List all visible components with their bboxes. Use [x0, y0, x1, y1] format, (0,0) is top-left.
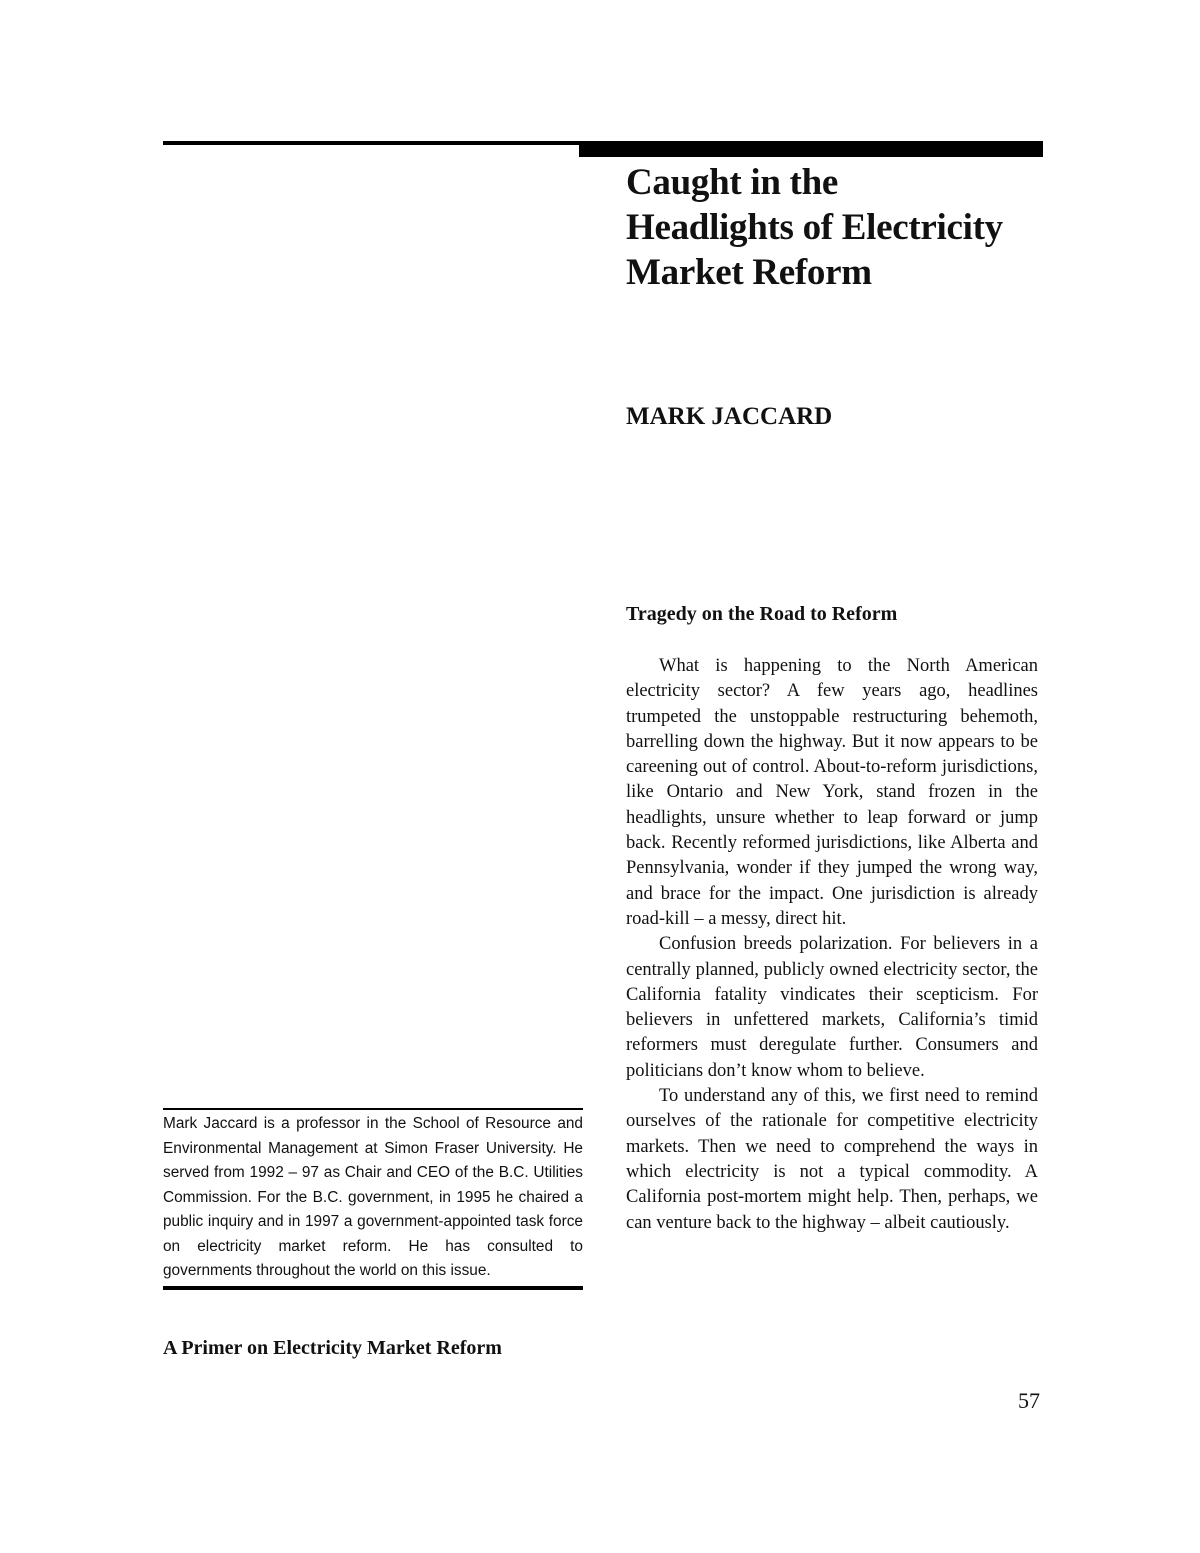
- page-number: 57: [1018, 1388, 1040, 1413]
- primer-heading: A Primer on Electricity Market Reform: [163, 1337, 502, 1359]
- body-paragraph: Confusion breeds polarization. For believers in a centrally planned, publicly owned electricity sector, the California fatality vindicates their scepticism. For believers in unfettered markets, California’s timid reformers must deregulate further. Consumers and politicians don’t know whom to believe.: [626, 934, 1038, 1081]
- author-bio-box: [163, 1108, 583, 1290]
- title-line: Caught in the: [626, 162, 838, 203]
- header-rule-thick: [579, 141, 1043, 157]
- article-body: [626, 654, 1038, 1236]
- article-title: [626, 160, 1066, 295]
- section-heading: Tragedy on the Road to Reform: [626, 603, 898, 625]
- title-line: Market Reform: [626, 252, 872, 293]
- title-line: Headlights of Electricity: [626, 207, 1003, 248]
- author-name: MARK JACCARD: [626, 403, 833, 430]
- author-bio-text: Mark Jaccard is a professor in the School of Resource and Environmental Management at Simon Fraser University. He served from 1992 – 97 as Chair and CEO of the B.C. Utilities Commission. For the B.C. government, in 1995 he chaired a public inquiry and in 1997 a government-appointed task force on electricity market reform. He has consulted to governments throughout the world on this issue.: [163, 1115, 583, 1279]
- body-paragraph: To understand any of this, we first need to remind ourselves of the rationale for competitive electricity markets. Then we need to comprehend the ways in which electricity is not a typical commodity. A California post-mortem might help. Then, perhaps, we can venture back to the highway – albeit cautiously.: [626, 1086, 1038, 1233]
- body-paragraph: What is happening to the North American electricity sector? A few years ago, headlines trumpeted the unstoppable restructuring behemoth, barrelling down the highway. But it now appears to be careening out of control. About-to-reform jurisdictions, like Ontario and New York, stand frozen in the headlights, unsure whether to leap forward or jump back. Recently reformed jurisdictions, like Alberta and Pennsylvania, wonder if they jumped the wrong way, and brace for the impact. One jurisdiction is already road-kill – a messy, direct hit.: [626, 656, 1038, 929]
